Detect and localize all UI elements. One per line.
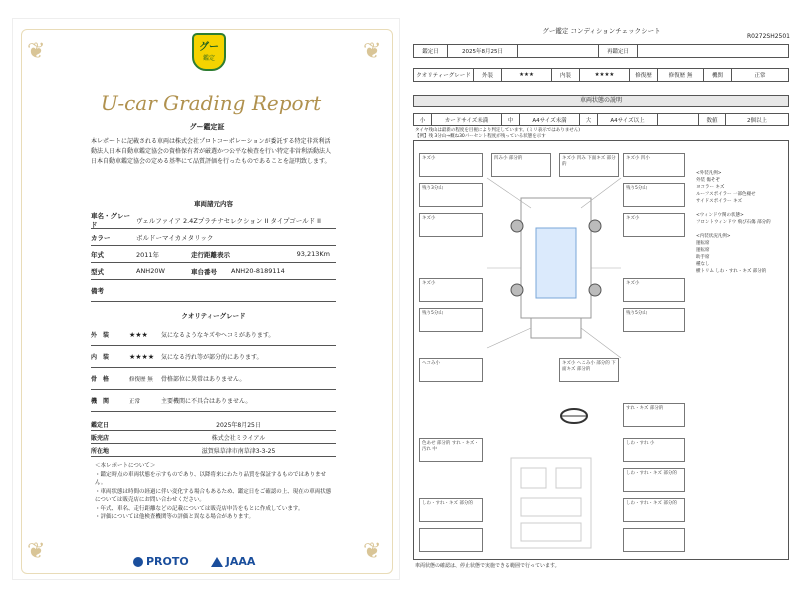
quality-desc: 気になる汚れ等が部分的にあります。	[161, 354, 263, 361]
year-label: 年式	[91, 250, 104, 259]
damage-box: 残り5分山	[419, 308, 483, 332]
meta-row-date	[91, 418, 336, 431]
quality-row	[91, 346, 336, 368]
quality-stars: 修復歴 無	[129, 376, 153, 383]
date-label: 鑑定日	[414, 45, 448, 57]
legend-line: サイドスポイラー キズ	[696, 199, 742, 204]
damage-box: しわ・すれ・キズ 部分的	[623, 498, 685, 522]
size-cell: A4サイズ以上	[598, 114, 658, 125]
damage-box: キズ小	[623, 213, 685, 237]
frame-label: 修復歴	[630, 69, 658, 81]
damage-box: キズ小	[419, 278, 483, 302]
mileage-value: 93,213Km	[296, 250, 330, 258]
legend-line: フロントウィンドウ 飛び石傷 部分的	[696, 220, 771, 225]
quality-label: 機 関	[91, 398, 110, 405]
flourish-ornament: ❦	[27, 39, 46, 64]
sheet-footer: 車両状態の確認は、停止状態で実施できる範囲で行っています。	[415, 563, 560, 569]
damage-box: キズ小	[623, 278, 685, 302]
note-line: ・車両状態は時間の経過に伴い変化する場合もあるため、鑑定日をご確認の上、現在の車両状態については販売店にお問い合わせください。	[95, 488, 332, 503]
name-value: ヴェルファイア 2.4Zプラチナセレクション II タイプゴールド II	[136, 216, 321, 225]
quality-label: 内 装	[91, 354, 110, 361]
damage-box: 残り3分山	[419, 183, 483, 207]
section-header: 車両状態の説明	[413, 95, 789, 107]
legend-line: 外装 傷そぞ	[696, 178, 720, 183]
damage-box: キズ小 凹小	[623, 153, 685, 177]
proto-logo	[133, 555, 189, 568]
legend-line: 横トリム しわ・すれ・キズ 部分的	[696, 269, 767, 274]
color-label: カラー	[91, 233, 111, 242]
engine-value: 正常	[754, 73, 766, 79]
ext-label: 外装	[474, 69, 502, 81]
legend-line: ルーフスポイラー 一部色褪せ	[696, 192, 756, 197]
quality-label: 骨 格	[91, 376, 110, 383]
flourish-ornament: ❦	[27, 539, 46, 564]
damage-box: キズ小	[419, 153, 483, 177]
address-value: 滋賀県草津市南草津3-3-25	[201, 447, 276, 455]
flourish-ornament: ❦	[363, 39, 382, 64]
engine-label: 機関	[704, 69, 732, 81]
qg-label: クオリティーグレード	[414, 69, 474, 81]
vin-value: ANH20-8189114	[231, 267, 285, 275]
size-cell: カードサイズ未満	[432, 114, 502, 125]
damage-box: キズ小 凹み 下面キズ 部分的	[559, 153, 619, 177]
spec-row-model	[91, 263, 336, 280]
jaaa-logo	[211, 555, 256, 568]
quality-desc: 主要機関に不具合はありません。	[161, 398, 252, 405]
damage-box	[419, 528, 483, 552]
legend-line: ヨコラー キズ	[696, 185, 725, 190]
legend-line: 助手席	[696, 255, 710, 260]
model-label: 型式	[91, 267, 104, 276]
damage-box: しわ・すれ・キズ 部分的	[419, 498, 483, 522]
spec-row-color	[91, 229, 336, 246]
size-cell: A4サイズ未満	[520, 114, 580, 125]
model-value: ANH20W	[136, 267, 165, 275]
logo-bar	[133, 555, 255, 568]
badge-main: グー	[199, 42, 219, 53]
damage-box: 残り5分山	[623, 183, 685, 207]
legend-line: <外装凡例>	[696, 171, 722, 176]
ext-value: ★★★	[502, 69, 552, 81]
legend-line: <ウィンドウ関の状態>	[696, 213, 744, 218]
tire-note: タイヤ残山は最新の程度を目視により判定しています。(ミリ表示ではありません) 【例】残 3分山→概ね30パーセント程度が残っている状態を示す	[415, 128, 581, 139]
damage-box: 色あせ 部分的 すれ・キズ・汚れ 中	[419, 438, 483, 462]
legend-line: 運転席	[696, 241, 710, 246]
vin-label: 車台番号	[191, 267, 217, 276]
damage-box: キズ小	[419, 213, 483, 237]
specs-heading: 車両諸元内容	[194, 200, 233, 208]
spec-row-remarks	[91, 280, 336, 302]
year-value: 2011年	[136, 250, 160, 259]
name-label: 車名・グレード	[91, 212, 130, 229]
legend-line: 運転席	[696, 248, 710, 253]
redate-label: 再鑑定日	[598, 45, 638, 57]
color-value: ボルドーマイカメタリック	[136, 233, 214, 242]
proto-icon	[133, 557, 143, 567]
jaaa-icon	[211, 557, 223, 567]
condition-legend	[696, 170, 786, 275]
size-cell: 数値	[698, 114, 726, 125]
quality-desc: 骨格部位に異常はありません。	[161, 376, 246, 383]
date-value: 2025年8月25日	[448, 45, 518, 57]
legend-line	[696, 226, 786, 233]
quality-desc: 気になるようなキズやヘコミがあります。	[161, 332, 275, 339]
size-cell: 大	[580, 114, 598, 125]
quality-row	[91, 324, 336, 346]
damage-box: 凹み小 部分的	[491, 153, 551, 177]
quality-stars: 正常	[129, 398, 141, 405]
proto-label: PROTO	[146, 555, 189, 568]
note-line: ・年式、車名、走行距離などの記載については販売店申告をもとに作成しています。	[95, 505, 304, 512]
damage-box: しわ・すれ・キズ 部分的	[623, 468, 685, 492]
note-line: ・評価については他検査機関等の評価と異なる場合があります。	[95, 514, 254, 520]
quality-row	[91, 368, 336, 390]
size-cell: 小	[414, 114, 432, 125]
sheet-title: グー鑑定 コンディションチェックシート	[542, 27, 661, 35]
damage-box	[623, 528, 685, 552]
int-label: 内装	[552, 69, 580, 81]
report-title: U-car Grading Report	[100, 91, 322, 115]
int-value: ★★★★	[580, 69, 630, 81]
quality-stars: ★★★	[129, 330, 148, 339]
mileage-label: 走行距離表示	[191, 250, 230, 259]
legend-line: 種なし	[696, 262, 710, 267]
intro-text: 本レポートに記載される車両は株式会社プロトコーポレーションが委託する特定非営利活動法人日本自動車鑑定協会の資格保有者が厳選かつ公平な検査を行い特定非営利活動法人日本自動車鑑定協会の定める基準にて品質評価を行ったものであることを証明致します。	[91, 138, 332, 165]
size-cell: 中	[502, 114, 520, 125]
badge-sub: 鑑定	[202, 55, 215, 62]
remarks-label: 備考	[91, 287, 104, 295]
date-label: 鑑定日	[91, 421, 110, 429]
sheet-id: R0272SH2501	[746, 33, 790, 40]
damage-box: ヘコみ小	[419, 358, 483, 382]
meta-row-store	[91, 431, 336, 444]
grading-report	[12, 18, 400, 580]
note-line: ＜本レポートについて＞	[95, 463, 156, 469]
quality-stars: ★★★★	[129, 352, 155, 361]
damage-box: キズ小 へこみ小 部分的 下面キズ 部分的	[559, 358, 619, 382]
spec-row-name	[91, 212, 336, 229]
address-label: 所在地	[91, 447, 110, 455]
meta-row-address	[91, 444, 336, 457]
goo-kantei-badge-icon	[192, 33, 226, 71]
size-cell: 2個以上	[747, 117, 767, 124]
store-label: 販売店	[91, 434, 110, 442]
store-value: 株式会社ミライアル	[211, 434, 266, 442]
damage-box: 残り5分山	[623, 308, 685, 332]
date-value: 2025年8月25日	[216, 421, 261, 429]
spec-row-year	[91, 246, 336, 263]
quality-label: 外 装	[91, 332, 110, 339]
frame-value: 修復歴 無	[658, 69, 704, 81]
condition-check-sheet	[411, 18, 792, 580]
damage-box: しわ・すれ 小	[623, 438, 685, 462]
damage-box: すれ・キズ 部分的	[623, 403, 685, 427]
flourish-ornament: ❦	[363, 539, 382, 564]
report-notes	[95, 462, 335, 522]
quality-row	[91, 390, 336, 412]
legend-line: <内装状況凡例>	[696, 234, 731, 239]
note-line: ・鑑定時点の車両状態を示すものであり、以降将来にわたり品質を保証するものではありません。	[95, 471, 327, 486]
quality-heading: クオリティーグレード	[181, 312, 246, 320]
jaaa-label: JAAA	[225, 555, 256, 568]
legend-line	[696, 205, 786, 212]
report-subtitle: グー鑑定証	[189, 123, 225, 131]
